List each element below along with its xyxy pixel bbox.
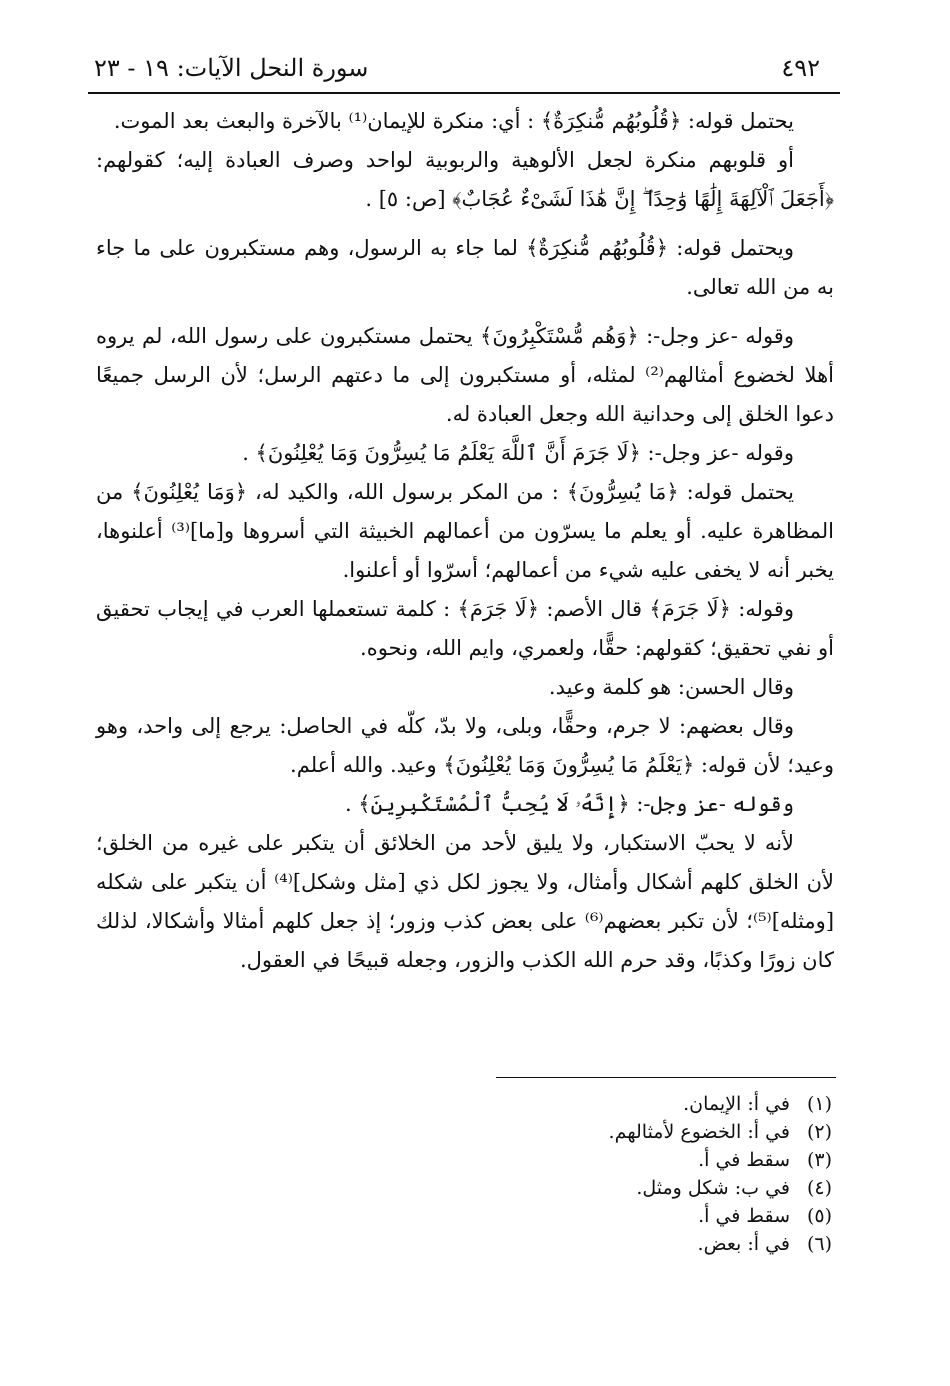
paragraph: وقال الحسن: هو كلمة وعيد. (548, 675, 794, 699)
footnote-text: في أ: الإيمان. (683, 1093, 790, 1115)
header-rule (88, 92, 840, 94)
footnote (380, 1146, 832, 1174)
footnote-number: (٢) (806, 1121, 832, 1143)
footnote (380, 1174, 832, 1202)
page-header (88, 48, 838, 88)
footnote-number: (٦) (806, 1233, 832, 1255)
footnotes (380, 1090, 832, 1258)
paragraph: وقوله: ﴿لَا جَرَمَ﴾ قال الأصم: ﴿لَا جَرَمَ﴾ : كلمة تستعملها العرب في إيجاب تحقيق أو نفي تحقيق؛ كقولهم: حقًّا، ولعمري، وايم الله، ونحوه. (96, 597, 834, 660)
paragraph: يحتمل قوله: ﴿قُلُوبُهُم مُّنكِرَةٌ﴾ : أي: منكرة للإيمان⁽¹⁾ بالآخرة والبعث بعد الموت. (113, 109, 794, 133)
paragraph: أو قلوبهم منكرة لجعل الألوهية والربوبية لواحد وصرف العبادة إليه؛ كقولهم: ﴿أَجَعَلَ ٱلْآلِهَةَ إِلَٰهًا وَٰحِدًا ۖ إِنَّ هَٰذَا لَشَىْءٌ عُجَابٌ﴾ [ص: ٥] . (96, 148, 834, 211)
footnote-number: (٥) (806, 1205, 832, 1227)
paragraph: وقوله -عز وجل-: ﴿وَهُم مُّسْتَكْبِرُونَ﴾ يحتمل مستكبرون على رسول الله، لم يروه أهلا لخضوع أمثالهم⁽²⁾ لمثله، أو مستكبرون إلى ما دعتهم الرسل؛ لأن الرسل جميعًا دعوا الخلق إلى وحدانية الله وجعل العبادة له. (96, 324, 834, 426)
footnote-number: (٣) (806, 1149, 832, 1171)
page-number: ٤٩٢ (781, 54, 820, 82)
footnote-rule (496, 1077, 836, 1078)
footnote-text: سقط في أ. (698, 1205, 790, 1227)
footnote-text: في أ: بعض. (697, 1233, 790, 1255)
paragraph: لأنه لا يحبّ الاستكبار، ولا يليق لأحد من الخلائق أن يتكبر على غيره من الخلق؛ لأن الخلق كلهم أشكال وأمثال، ولا يجوز لكل ذي [مثل وشكل]⁽⁴⁾ أن يتكبر على شكله [ومثله]⁽⁵⁾؛ لأن تكبر بعضهم⁽⁶⁾ على بعض كذب وزور؛ إذ جعل كلهم أمثالا وأشكالا، لذلك كان زورًا وكذبًا، وقد حرم الله الكذب والزور، وجعله قبيحًا في العقول. (96, 831, 835, 972)
footnote-text: في ب: شكل ومثل. (636, 1177, 790, 1199)
footnote (380, 1090, 832, 1118)
paragraph: وقوله -عز وجل-: ﴿إِنَّهُۥ لَا يُحِبُّ ٱلْمُسْتَكْبِرِينَ﴾ . (344, 792, 794, 816)
running-title: سورة النحل الآيات: ١٩ - ٢٣ (94, 54, 369, 82)
footnote-number: (٤) (806, 1177, 832, 1199)
footnote (380, 1118, 832, 1146)
footnote-text: في أ: الخضوع لأمثالهم. (608, 1121, 790, 1143)
main-text (96, 102, 834, 980)
footnote (380, 1202, 832, 1230)
footnote-number: (١) (806, 1093, 832, 1115)
paragraph: يحتمل قوله: ﴿مَا يُسِرُّونَ﴾ : من المكر برسول الله، والكيد له، ﴿وَمَا يُعْلِنُونَ﴾ من المظاهرة عليه. أو يعلم ما يسرّون من أعمالهم الخبيثة التي أسروها و[ما]⁽³⁾ أعلنوها، يخبر أنه لا يخفى عليه شيء من أعمالهم؛ أسرّوا أو أعلنوا. (96, 480, 834, 582)
footnote-text: سقط في أ. (698, 1149, 790, 1171)
paragraph: ويحتمل قوله: ﴿قُلُوبُهُم مُّنكِرَةٌ﴾ لما جاء به الرسول، وهم مستكبرون على ما جاء به من الله تعالى. (96, 236, 834, 299)
paragraph: وقال بعضهم: لا جرم، وحقًّا، وبلى، ولا بدّ، كلّه في الحاصل: يرجع إلى واحد، وهو وعيد؛ لأن قوله: ﴿يَعْلَمُ مَا يُسِرُّونَ وَمَا يُعْلِنُونَ﴾ وعيد. والله أعلم. (96, 714, 834, 777)
footnote (380, 1230, 832, 1258)
paragraph: وقوله -عز وجل-: ﴿لَا جَرَمَ أَنَّ ٱللَّهَ يَعْلَمُ مَا يُسِرُّونَ وَمَا يُعْلِنُونَ﴾ . (242, 441, 794, 465)
